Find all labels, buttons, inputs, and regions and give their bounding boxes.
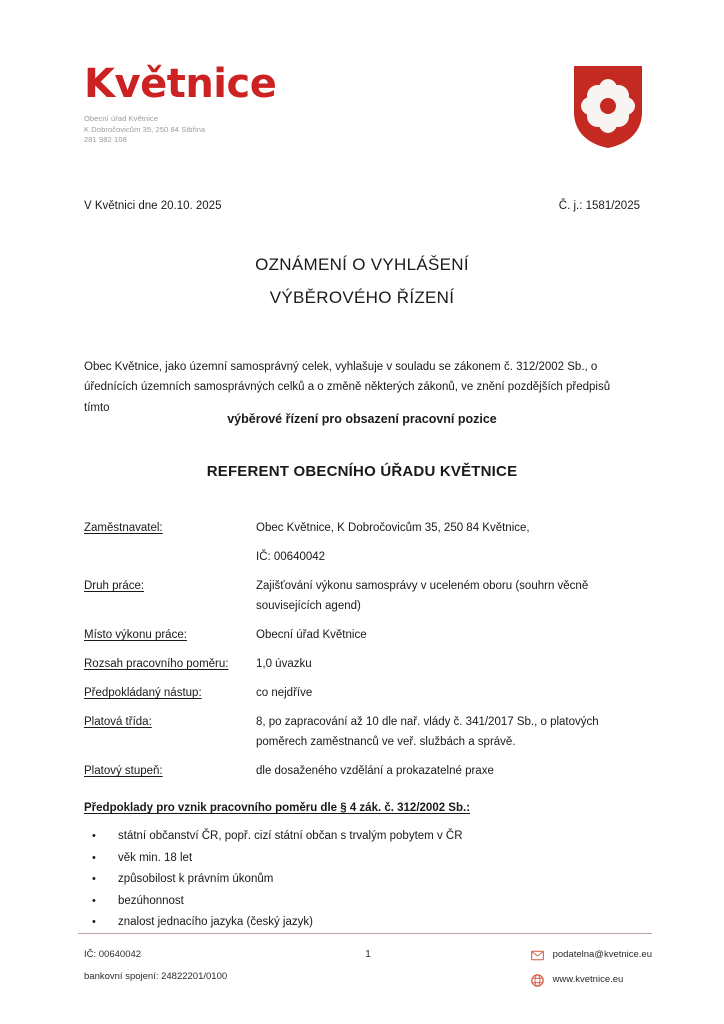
subtitle-line: výběrové řízení pro obsazení pracovní pozice [227,412,497,426]
list-item [84,827,624,847]
list-item-label: znalost jednacího jazyka (český jazyk) [118,916,313,928]
footer-identifiers [84,944,345,988]
footer-contacts [531,944,652,991]
detail-label-salary-grade: Platový stupeň: [84,765,163,777]
document-footer [84,944,652,991]
page-title-line-1: OZNÁMENÍ O VYHLÁŠENÍ [255,255,469,274]
footer-divider [78,933,652,934]
page-title [84,248,640,314]
footer-website-row[interactable] [531,969,652,991]
detail-value-job-type: Zajišťování výkonu samosprávy v uceleném oboru (souhrn věcně souvisejících agend) [256,580,589,612]
brand-wordmark: Květnice [84,61,277,107]
intro-paragraph: Obec Květnice, jako územní samosprávný celek, vyhlašuje v souladu se zákonem č. 312/2002 Sb., o úřednících územních samosprávných celků a o změně některých zákonů, ve znění pozdějších předpisů tímto [84,360,611,414]
detail-value-scope: 1,0 úvazku [256,658,312,670]
address-line-2: K Dobročovicům 35, 250 84 Sibřina [84,124,206,134]
detail-label-employer: Zaměstnavatel: [84,522,163,534]
detail-value-text: Obec Květnice, K Dobročovicům 35, 250 84 Květnice, [256,522,530,534]
bullet-icon: • [92,873,96,885]
detail-row [84,761,624,781]
list-item [84,870,624,890]
envelope-icon [531,949,544,962]
dateline [84,198,640,214]
details-table [84,518,624,790]
detail-label-job-type: Druh práce: [84,580,145,592]
position-title: REFERENT OBECNÍHO ÚŘADU KVĚTNICE [206,463,518,480]
document-header [84,62,654,162]
detail-row [84,518,624,567]
coat-of-arms-icon [572,64,644,150]
detail-label-salary-class: Platová třída: [84,716,152,728]
reference-number: Č. j.: 1581/2025 [558,200,640,212]
detail-label-scope: Rozsah pracovního poměru: [84,658,229,670]
list-item-label: věk min. 18 let [118,851,193,864]
detail-row [84,625,624,645]
list-item [84,913,624,933]
footer-email-text: podatelna@kvetnice.eu [552,949,652,960]
list-item-label: způsobilost k právním úkonům [118,873,274,885]
organization-address [84,114,654,146]
bullet-icon: • [92,916,96,928]
detail-value-employer [256,518,624,567]
detail-value-salary-class: 8, po zapracování až 10 dle nař. vlády č. 341/2017 Sb., o platových poměrech zaměstnanců ve veř. službách a správě. [256,716,599,748]
detail-row [84,654,624,674]
bullet-icon: • [92,830,96,842]
detail-label-workplace: Místo výkonu práce: [84,629,187,641]
detail-row [84,576,624,616]
address-line-3-phone: 281 982 108 [84,135,127,144]
detail-row [84,683,624,703]
detail-value-start-date: co nejdříve [256,687,313,699]
prerequisites-list [84,827,624,935]
bullet-icon: • [92,894,96,907]
detail-row [84,712,624,752]
place-and-date: V Květnici dne 20.10. 2025 [84,200,222,212]
detail-value-salary-grade: dle dosaženého vzdělání a prokazatelné praxe [256,765,494,777]
bullet-icon: • [92,851,96,864]
page-number: 1 [365,949,371,960]
footer-website-text: www.kvetnice.eu [552,974,624,985]
detail-value-ico: IČ: 00640042 [256,551,326,563]
globe-icon [531,974,544,987]
address-line-1: Obecní úřad Květnice [84,114,159,123]
list-item-label: bezúhonnost [118,894,184,907]
footer-email-row[interactable] [531,944,652,966]
prerequisites-heading: Předpoklady pro vznik pracovního poměru dle § 4 zák. č. 312/2002 Sb.: [84,802,471,814]
list-item-label: státní občanství ČR, popř. cizí státní občan s trvalým pobytem v ČR [118,830,463,842]
footer-bank-account: bankovní spojení: 24822201/0100 [84,971,228,982]
list-item [84,892,624,912]
footer-ico: IČ: 00640042 [84,949,142,960]
detail-label-start-date: Předpokládaný nástup: [84,687,202,699]
page-title-line-2: VÝBĚROVÉHO ŘÍZENÍ [269,288,455,307]
detail-value-workplace: Obecní úřad Květnice [256,629,367,641]
list-item [84,849,624,869]
